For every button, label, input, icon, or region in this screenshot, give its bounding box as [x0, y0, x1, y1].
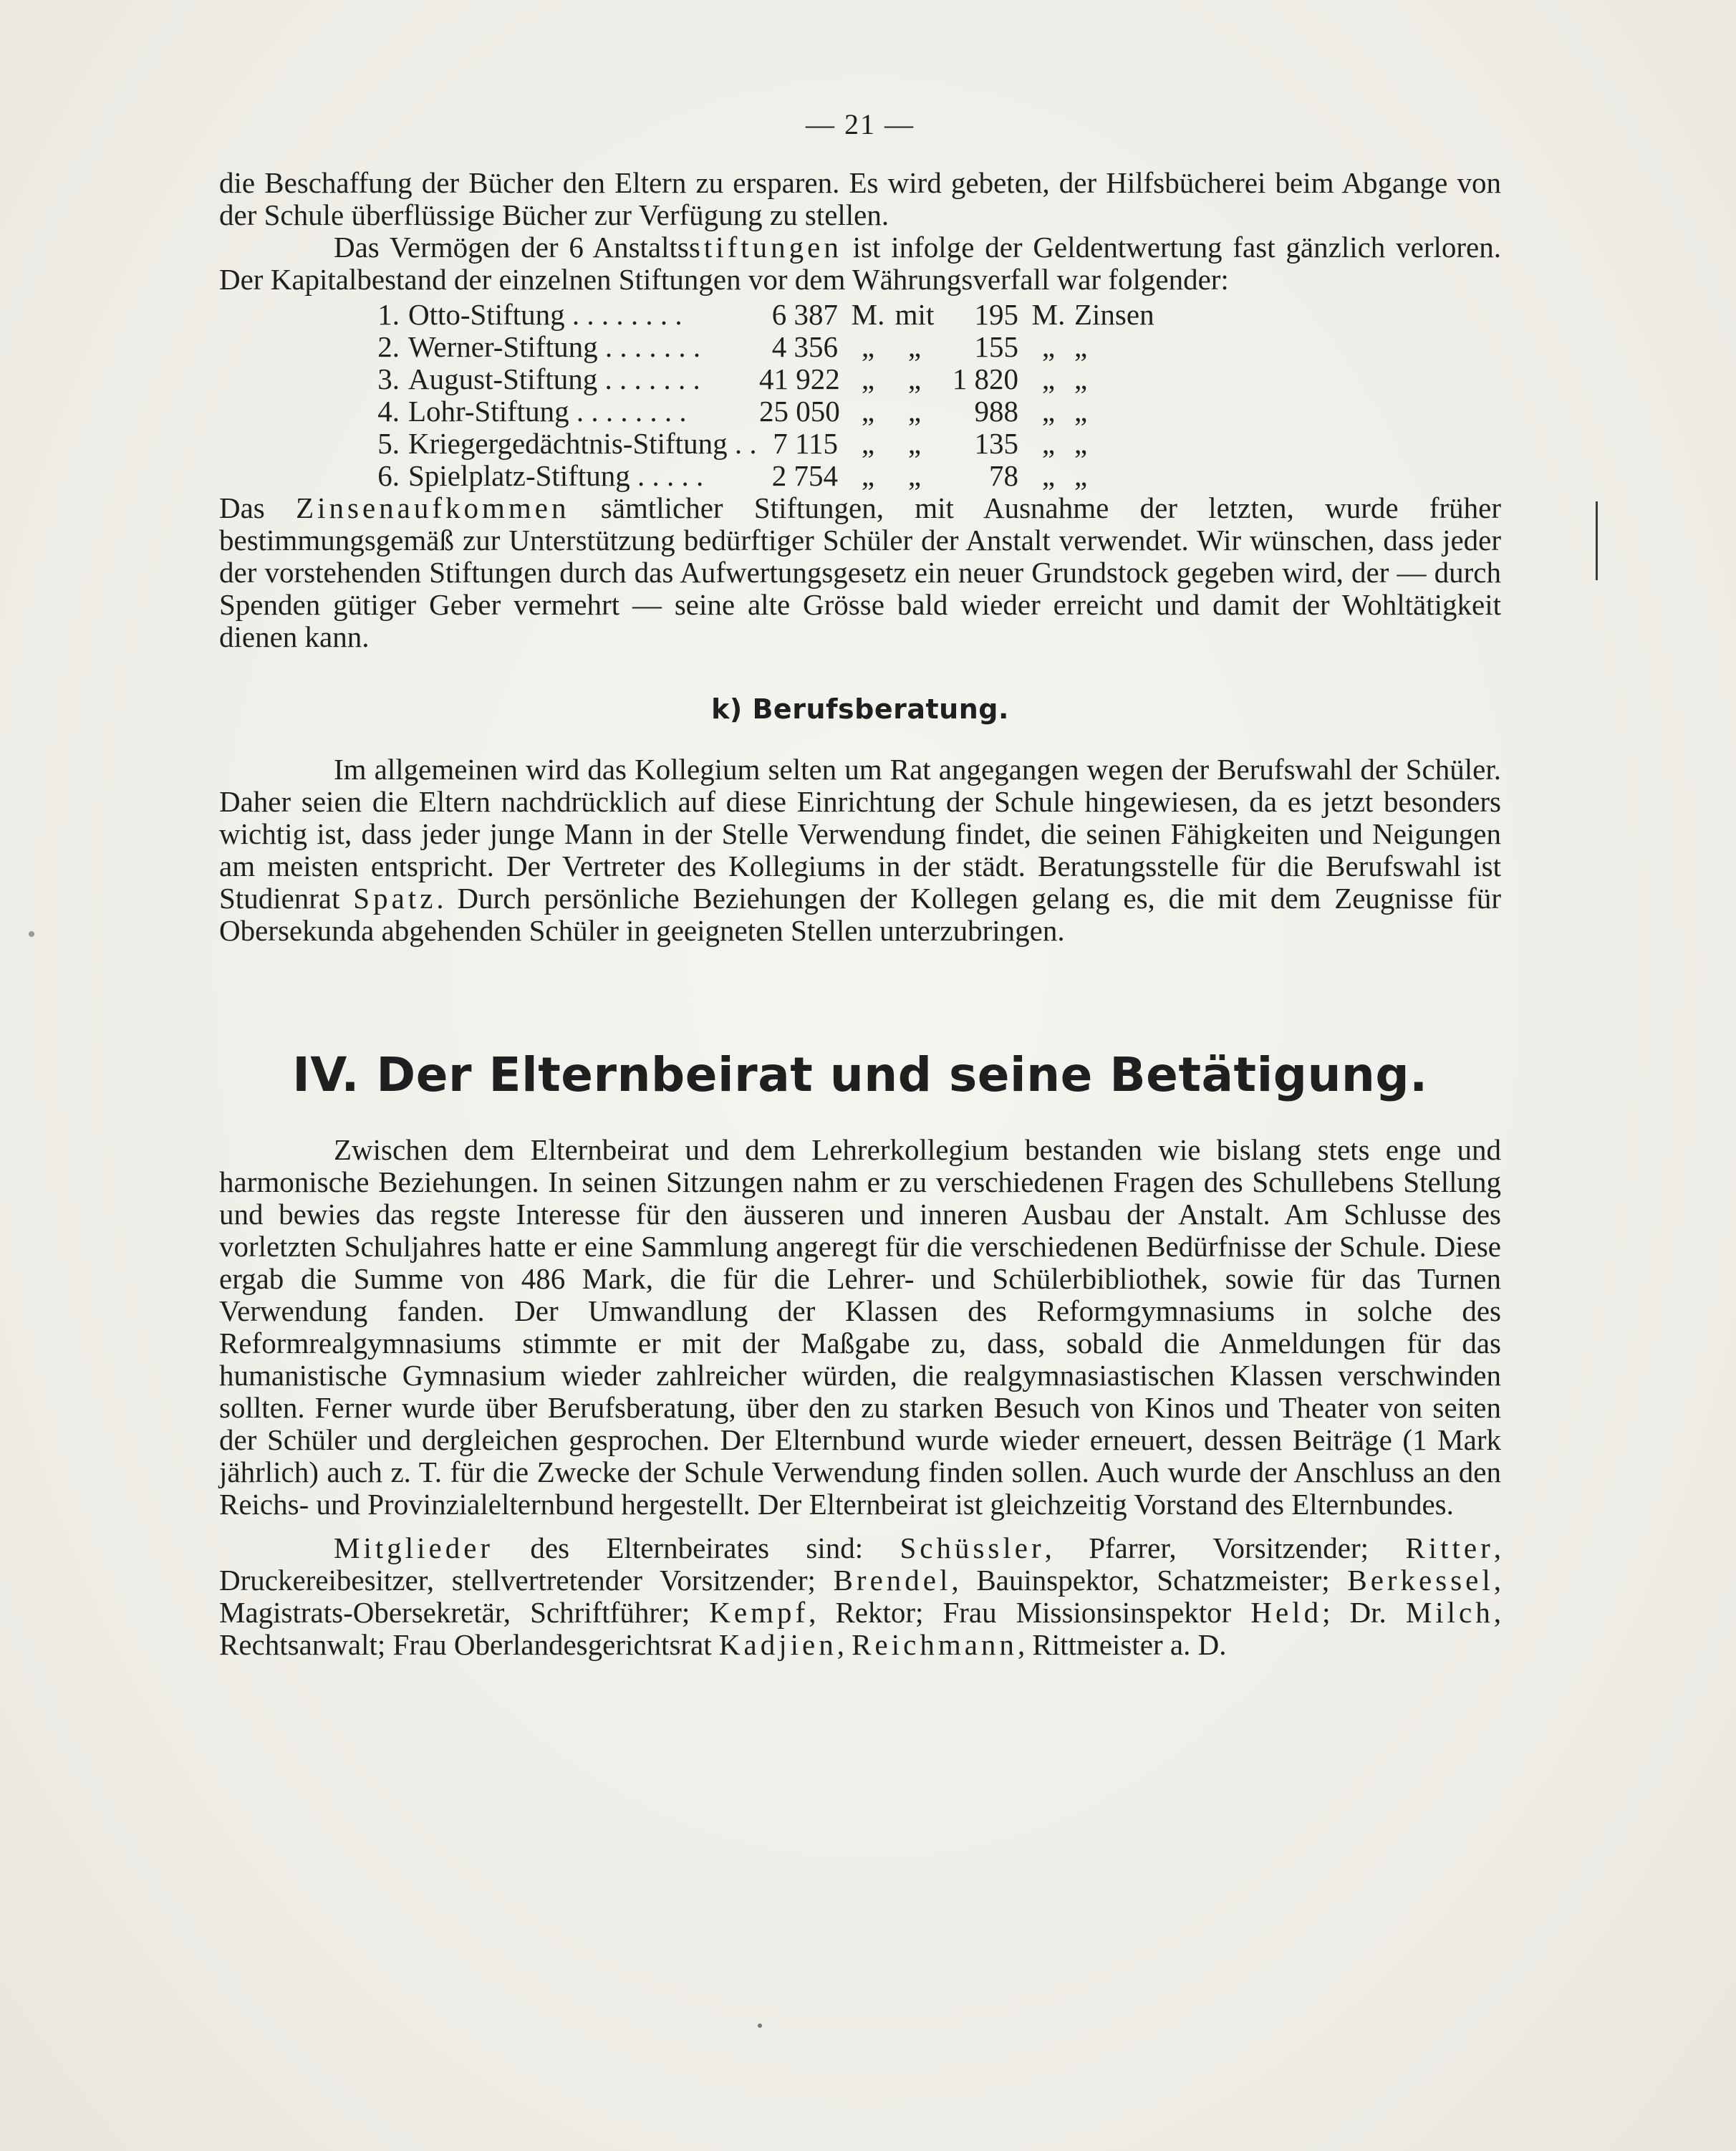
foundation-name: Werner-Stiftung . . . . . . . [408, 330, 701, 363]
table-row [371, 395, 1501, 428]
row-number: 5. [377, 427, 400, 460]
currency-unit: „ [1041, 395, 1056, 428]
currency-unit: „ [1041, 362, 1056, 395]
currency-unit: „ [861, 362, 875, 395]
paragraph-library: die Beschaffung der Bücher den Eltern zu ersparen. Es wird gebeten, der Hilfsbücherei beim Abgange von der Schule überflüssige Bücher zur Verfügung zu stellen. [219, 166, 1501, 231]
paragraph-parents-council: Zwischen dem Elternbeirat und dem Lehrerkollegium bestanden wie bislang stets enge und harmonische Beziehungen. In seinen Sitzungen nahm er zu verschiedenen Fragen des Schullebens Stellung und bewies das regste Interesse für den äusseren und inneren Ausbau der Anstalt. Am Schlusse des vorletzten Schuljahres hatte er eine Sammlung angeregt für die verschiedenen Bedürfnisse der Schule. Diese ergab die Summe von 486 Mark, die für die Lehrer- und Schülerbibliothek, sowie für das Turnen Verwendung fanden. Der Umwandlung der Klassen des Reformgymnasiums in solche des Reformrealgymnasiums stimmte er mit der Maßgabe zu, dass, sobald die Anmeldungen für das humanistische Gymnasium wieder zahlreicher würden, die realgymnasiastischen Klassen verschwinden sollten. Ferner wurde über Berufsberatung, über den zu starken Besuch von Kinos und Theater von seiten der Schüler und dergleichen gesprochen. Der Elternbund wurde wieder erneuert, dessen Beiträge (1 Mark jährlich) auch z. T. für die Zwecke der Schule Verwendung finden sollen. Auch wurde der Anschluss an den Reichs- und Provinzialelternbund hergestellt. Der Elternbeirat ist gleichzeitig Vorstand des Elternbundes. [219, 1133, 1501, 1521]
currency-unit: „ [861, 330, 875, 363]
interest-amount: 1 820 [952, 362, 1018, 395]
text-run: Das Vermögen der 6 Anstalts [334, 231, 689, 264]
currency-unit: „ [861, 427, 875, 460]
foundations-table [371, 299, 1501, 492]
foundation-name: Spielplatz-Stiftung . . . . . [408, 459, 704, 492]
interest-label: „ [1074, 427, 1088, 460]
foundation-name: Lohr-Stiftung . . . . . . . . [408, 395, 687, 428]
foundation-name: Otto-Stiftung . . . . . . . . [408, 298, 683, 331]
paragraph-council-members [219, 1532, 1501, 1661]
interest-amount: 195 [974, 298, 1018, 331]
text-run: . Durch persönliche Beziehungen der Kollegen gelang es, die mit dem Zeugnisse für Obersekunda abgehenden Schüler in geeigneten Stellen unterzubringen. [219, 882, 1501, 947]
emphasis-text: Spatz [353, 882, 437, 915]
currency-unit: M. [851, 298, 885, 331]
connector-word: „ [907, 330, 922, 363]
table-row [371, 331, 1501, 363]
text-run: ist infolge der Geldentwertung fast gänzlich verloren. Der Kapitalbestand der einzelnen Stiftungen vor dem Währungsverfall war folgender: [219, 231, 1501, 296]
emphasis-text: stiftungen [688, 231, 842, 264]
connector-word: „ [907, 362, 922, 395]
row-number: 4. [377, 395, 400, 428]
interest-label: „ [1074, 459, 1088, 492]
page-content [219, 107, 1501, 1661]
chapter-heading-parents-council: IV. Der Elternbeirat und seine Betätigung. [292, 1047, 1428, 1102]
row-number: 1. [377, 298, 400, 331]
paragraph-foundations-intro [219, 231, 1501, 296]
capital-amount: 41 922 [759, 362, 840, 395]
interest-amount: 135 [974, 427, 1018, 460]
foundation-name: August-Stiftung . . . . . . . [408, 362, 700, 395]
member-name: Ritter [1405, 1531, 1494, 1564]
row-number: 2. [377, 330, 400, 363]
interest-label: Zinsen [1074, 298, 1154, 331]
text-run: , [836, 1628, 852, 1661]
currency-unit: „ [1041, 459, 1056, 492]
paragraph-gap [219, 1521, 1501, 1532]
capital-amount: 7 115 [773, 427, 838, 460]
print-speck [29, 931, 34, 937]
text-run: , Rektor; Frau Missionsinspektor [809, 1596, 1251, 1629]
paragraph-interest-use [219, 492, 1501, 653]
text-run: , Rittmeister a. D. [1017, 1628, 1227, 1661]
capital-amount: 6 387 [771, 298, 838, 331]
foundation-name: Kriegergedächtnis-Stiftung . . [408, 427, 757, 460]
currency-unit: M. [1031, 298, 1066, 331]
capital-amount: 4 356 [771, 330, 838, 363]
text-run: sämtlicher Stiftungen, mit Ausnahme der letzten, wurde früher bestimmungsgemäß zur Unterstützung bedürftiger Schüler der Anstalt verwendet. Wir wünschen, dass jeder der vorstehenden Stiftungen durch das Aufwertungsgesetz ein neuer Grundstock gegeben wird, der — durch Spenden gütiger Geber vermehrt — seine alte Grösse bald wieder erreicht und damit der Wohltätigkeit dienen kann. [219, 491, 1502, 653]
interest-label: „ [1074, 362, 1088, 395]
connector-word: „ [907, 427, 922, 460]
interest-amount: 155 [974, 330, 1018, 363]
section-heading-career-advice: k) Berufsberatung. [711, 693, 1009, 725]
member-name: Held [1250, 1596, 1323, 1629]
row-number: 6. [377, 459, 400, 492]
page-number: — 21 — [806, 108, 915, 140]
text-run: Das [219, 491, 296, 524]
row-number: 3. [377, 362, 400, 395]
member-name: Berkessel [1347, 1564, 1494, 1597]
margin-mark [1596, 501, 1598, 580]
emphasis-text: Mitglieder [334, 1531, 494, 1564]
text-run: Im allgemeinen wird das Kollegium selten um Rat angegangen wegen der Berufswahl der Schüler. Daher seien die Eltern nachdrücklich auf diese Einrichtung der Schule hingewiesen, da es jetzt besonders wichtig ist, dass jeder junge Mann in der Stelle Verwendung findet, die seinen Fähigkeiten und Neigungen am meisten entspricht. Der Vertreter des Kollegiums in der städt. Beratungsstelle für die Berufswahl ist Studienrat [219, 753, 1501, 915]
member-name: Brendel [833, 1564, 952, 1597]
currency-unit: „ [861, 395, 875, 428]
text-run: , Pfarrer, Vorsitzender; [1044, 1531, 1406, 1564]
connector-word: mit [894, 298, 935, 331]
text-run: , Druckereibesitzer, stellvertretender Vorsitzender; [219, 1531, 1501, 1597]
member-name: Kempf [709, 1596, 809, 1629]
table-row [371, 363, 1501, 395]
member-name: Kadjien [718, 1628, 837, 1661]
emphasis-text: Zinsenaufkommen [296, 491, 570, 524]
interest-amount: 988 [974, 395, 1018, 428]
currency-unit: „ [861, 459, 875, 492]
table-row [371, 299, 1501, 331]
text-run: ; Dr. [1322, 1596, 1406, 1629]
paragraph-career-advice [219, 754, 1501, 947]
currency-unit: „ [1041, 330, 1056, 363]
member-name: Reichmann [852, 1628, 1018, 1661]
table-row [371, 460, 1501, 492]
table-row [371, 428, 1501, 460]
capital-amount: 2 754 [771, 459, 838, 492]
text-run: , Rechtsanwalt; Frau Oberlandesgerichtsrat [219, 1596, 1501, 1661]
interest-label: „ [1074, 395, 1088, 428]
interest-label: „ [1074, 330, 1088, 363]
member-name: Schüssler [900, 1531, 1045, 1564]
print-speck [758, 2024, 762, 2028]
text-run: , Bauinspektor, Schatzmeister; [951, 1564, 1348, 1597]
currency-unit: „ [1041, 427, 1056, 460]
connector-word: „ [907, 395, 922, 428]
connector-word: „ [907, 459, 922, 492]
text-run: des Elternbeirates sind: [493, 1531, 900, 1564]
text-run: , Magistrats-Obersekretär, Schriftführer; [219, 1564, 1501, 1629]
capital-amount: 25 050 [759, 395, 840, 428]
member-name: Milch [1405, 1596, 1494, 1629]
interest-amount: 78 [989, 459, 1018, 492]
